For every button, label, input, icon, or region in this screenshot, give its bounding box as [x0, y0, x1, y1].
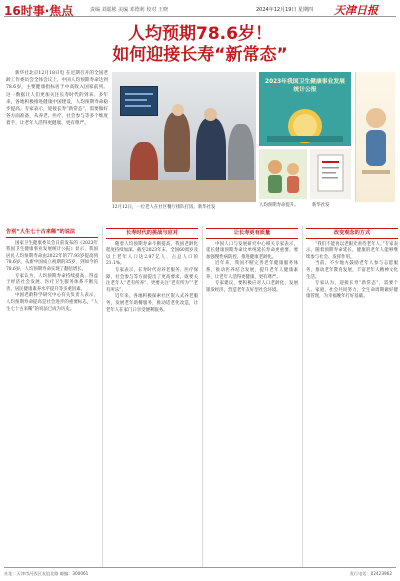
editor-credits: 责编 刘聪彬 美编 邓德莉 校对 王晓 [90, 7, 168, 13]
section-title: 16时事·焦点 [4, 4, 74, 18]
column-1-paragraph: 国家卫生健康委员会日前发布的《2023年我国卫生健康事业发展统计公报》显示，我国居民人均预期寿命由2022年的77.93岁提高到78.6岁。从新中国成立初期的35岁，到如今的78.6岁，人均预期寿命实现了翻倍增长。 [6, 240, 98, 272]
headline [0, 24, 400, 65]
issue-date: 2024年12月19日 星期四 [256, 7, 314, 13]
document-graphic [310, 149, 351, 199]
headline-line-2: 如何迎接长寿“新常态” [112, 45, 288, 65]
elder-head-icon [268, 160, 282, 174]
column-2-paragraph: 近年来，各地积极探索社区嵌入式养老服务，发展老年助餐服务，推动适老化改造，让老年人在家门口享受便利服务。 [106, 294, 198, 313]
column-1 [6, 226, 98, 313]
person-figure [164, 112, 190, 172]
column-4-paragraph: 当前，不少地方鼓励老年人参与志愿服务，推动老年教育发展，丰富老年人精神文化生活。 [306, 261, 398, 280]
photo-caption: 12月12日，一位老人在社区餐厅排队打饭。新华社发 [112, 205, 216, 210]
document-line [322, 161, 339, 163]
counter [112, 180, 256, 202]
newspaper-logo: 天津日报 [334, 4, 378, 17]
screen-line [125, 93, 153, 95]
page-footer [4, 567, 396, 579]
chart-title: 2023年我国卫生健康事业发展统计公报 [265, 79, 345, 93]
masthead [4, 3, 396, 17]
elder-head-icon [287, 163, 299, 175]
elder-body-icon [268, 175, 282, 193]
column-2-paragraph: 专家表示，长寿时代对养老服务、医疗保障、社会参与等方面提出了更高要求。既要关注老年人“老有所养”，更要关注“老有所为”“老有所乐”。 [106, 267, 198, 293]
document-line [322, 177, 338, 179]
column-divider [102, 226, 103, 567]
lead-paragraph: 新华社北京12月18日电 在近期召开的全国老龄工作委员会全体会议上，中国人均预期寿命达到78.6岁，主要健康指标居于中高收入国家前列。这一数据让人们更加关注长寿时代的到来。多年来，各地积极推进健康中国建设，人均预期寿命稳步提高。专家表示，迎接长寿“新常态”，需要做好各方面准备，从养老、医疗、社会参与等多个维度着手，让老年人活得更健康、更有尊严。 [6, 71, 108, 127]
document-caption: 新华社发 [312, 203, 330, 208]
column-3-paragraph: 专家建议，要积极应对人口老龄化，发展银发经济，营造老年友好型社会环境。 [206, 281, 298, 293]
photo-block [112, 72, 395, 218]
column-4-paragraph: 专家认为，迎接长寿“新常态”，需要个人、家庭、社会共同努力，全生命周期做好健康管理，为幸福晚年打好基础。 [306, 281, 398, 300]
person-head [204, 108, 217, 121]
column-4-paragraph: “我们不能再以老眼光看待老年人。”专家表示，随着预期寿命延长，健康的老年人能够继续参与社会、发挥作用。 [306, 241, 398, 260]
side-illustration-art [356, 72, 396, 202]
screen-line [125, 105, 151, 107]
infographic-chart [259, 72, 351, 146]
illustration-ground [362, 170, 390, 174]
info-graphic [259, 149, 307, 199]
info-graphic-icons [259, 149, 307, 199]
column-4 [306, 226, 398, 301]
document-icon [310, 149, 351, 199]
headline-line-1: 人均预期78.6岁！ [128, 24, 272, 44]
column-3 [206, 226, 298, 294]
person-figure [196, 118, 226, 188]
column-2-paragraph: 随着人均预期寿命不断提高，我国老龄化程度持续加深。截至2023年末，全国60周岁及以上老年人口达2.97亿人，占总人口的21.1%。 [106, 241, 198, 267]
menu-screen [120, 86, 158, 116]
person-head [172, 104, 184, 116]
chart-medallion-inner [293, 114, 317, 138]
column-3-paragraph: 中国人口与发展研究中心相关专家表示，延长健康预期寿命比单纯延长寿命更重要。要加强慢性病防控，推进健康老龄化。 [206, 241, 298, 260]
footer-phone: 发行电话：02423962 [349, 571, 392, 576]
info-caption: 人均预期寿命提升。 [259, 203, 299, 208]
footer-address: 社址：天津市河西区友谊北路 邮编：300061 [4, 571, 89, 576]
column-divider [302, 226, 303, 567]
column-3-title: 让长寿更有质量 [206, 228, 298, 239]
column-1-paragraph: 专家认为，人均预期寿命持续提高，得益于经济社会发展、医疗卫生服务体系不断完善、居民健康素养水平提升等多重因素。 [6, 273, 98, 292]
news-photo [112, 72, 256, 202]
column-divider [202, 226, 203, 567]
chart-baseline [267, 136, 343, 142]
column-4-title: 改变观念的方式 [306, 228, 398, 239]
illustration-head [366, 108, 386, 128]
chart-decoration [261, 96, 349, 144]
column-2 [106, 226, 198, 314]
column-3-paragraph: 近年来，我国不断完善老年健康服务体系，推动医养结合发展，提升老年人健康素养，让老年人活得更健康、更有尊严。 [206, 261, 298, 280]
document-line [322, 172, 336, 174]
illustration-body [366, 130, 386, 166]
screen-line [125, 99, 147, 101]
document-line [322, 167, 339, 169]
side-illustration [355, 72, 395, 202]
column-1-title: 告别“人生七十古来稀”的说法 [6, 228, 98, 238]
elder-body-icon [287, 176, 299, 193]
column-1-paragraph: 中国老龄科学研究中心有关负责人表示，人均预期寿命提高是社会进步的重要标志，“人生七十古来稀”的说法已成为历史。 [6, 293, 98, 312]
column-2-title: 长寿时代的挑战与应对 [106, 228, 198, 239]
